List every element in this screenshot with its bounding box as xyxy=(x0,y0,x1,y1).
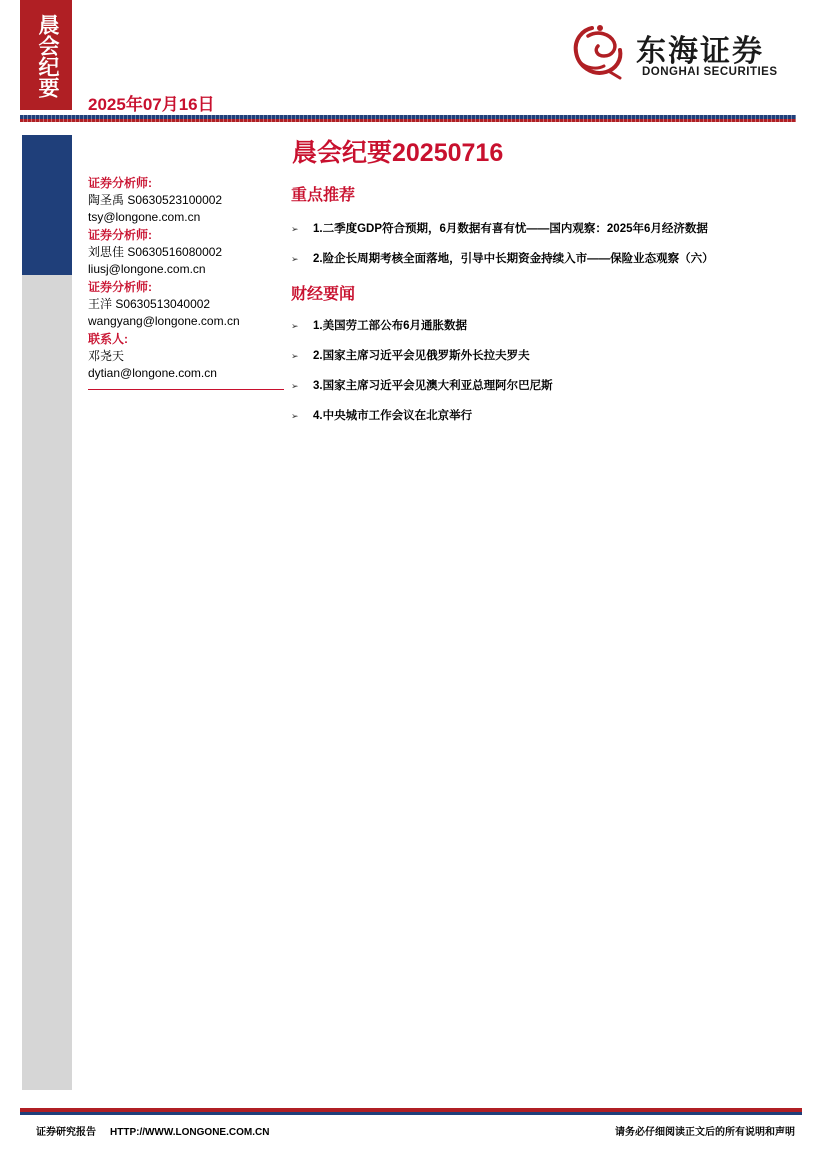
footer-disclaimer: 请务必仔细阅读正文后的所有说明和声明 xyxy=(615,1127,795,1138)
category-tab-label: 晨会纪要 xyxy=(36,14,59,98)
analyst-email[interactable]: liusj@longone.com.cn xyxy=(88,262,206,276)
contact-role: 联系人: xyxy=(88,332,128,346)
analyst-divider xyxy=(88,389,284,390)
report-date: 2025年07月16日 xyxy=(88,95,215,114)
news-item[interactable] xyxy=(291,407,472,423)
news-item-text: 4.中央城市工作会议在北京举行 xyxy=(313,410,473,422)
news-item-text: 3.国家主席习近平会见澳大利亚总理阿尔巴尼斯 xyxy=(313,380,553,392)
analyst-block xyxy=(88,228,222,277)
analyst-name: 王洋 S0630513040002 xyxy=(88,297,211,311)
contact-email[interactable]: dytian@longone.com.cn xyxy=(88,366,217,380)
bullet-arrow-icon: ➢ xyxy=(291,321,299,331)
news-item[interactable] xyxy=(291,317,467,333)
bullet-arrow-icon: ➢ xyxy=(291,411,299,421)
news-item[interactable] xyxy=(291,347,530,363)
footer-url-link[interactable]: HTTP://WWW.LONGONE.COM.CN xyxy=(110,1127,270,1138)
bullet-arrow-icon: ➢ xyxy=(291,381,299,391)
sidebar-block-blue xyxy=(22,135,72,275)
logo-name-en: DONGHAI SECURITIES xyxy=(642,66,778,78)
analyst-block xyxy=(88,280,240,329)
footer-report-type: 证券研究报告 xyxy=(36,1127,96,1138)
bullet-arrow-icon: ➢ xyxy=(291,254,299,264)
page-title: 晨会纪要20250716 xyxy=(292,139,504,167)
news-item[interactable] xyxy=(291,377,553,393)
bullet-arrow-icon: ➢ xyxy=(291,351,299,361)
analyst-email[interactable]: tsy@longone.com.cn xyxy=(88,210,201,224)
analyst-name: 陶圣禹 S0630523100002 xyxy=(88,193,223,207)
footer-rule-blue xyxy=(20,1112,802,1115)
analyst-role: 证券分析师: xyxy=(88,176,152,190)
contact-name: 邓尧天 xyxy=(88,349,125,363)
analyst-block xyxy=(88,176,222,225)
highlight-item[interactable] xyxy=(291,250,714,266)
analyst-email[interactable]: wangyang@longone.com.cn xyxy=(88,314,240,328)
section-heading-highlights: 重点推荐 xyxy=(291,187,356,204)
highlight-item-text: 2.险企长周期考核全面落地，引导中长期资金持续入市——保险业态观察（六） xyxy=(313,253,714,265)
analyst-name: 刘思佳 S0630516080002 xyxy=(88,245,223,259)
news-item-text: 1.美国劳工部公布6月通胀数据 xyxy=(313,320,467,332)
news-item-text: 2.国家主席习近平会见俄罗斯外长拉夫罗夫 xyxy=(313,350,530,362)
bullet-arrow-icon: ➢ xyxy=(291,224,299,234)
contact-block xyxy=(88,332,217,381)
section-heading-news: 财经要闻 xyxy=(291,286,356,303)
sidebar-block-grey xyxy=(22,275,72,1090)
logo-name-cn: 东海证券 xyxy=(636,34,764,69)
footer-left xyxy=(36,1123,283,1138)
analyst-role: 证券分析师: xyxy=(88,228,152,242)
header-rule-texture xyxy=(20,114,796,123)
analyst-role: 证券分析师: xyxy=(88,280,152,294)
highlight-item[interactable] xyxy=(291,220,708,236)
highlight-item-text: 1.二季度GDP符合预期，6月数据有喜有忧——国内观察：2025年6月经济数据 xyxy=(313,223,708,235)
dragon-logo-icon xyxy=(570,22,626,80)
